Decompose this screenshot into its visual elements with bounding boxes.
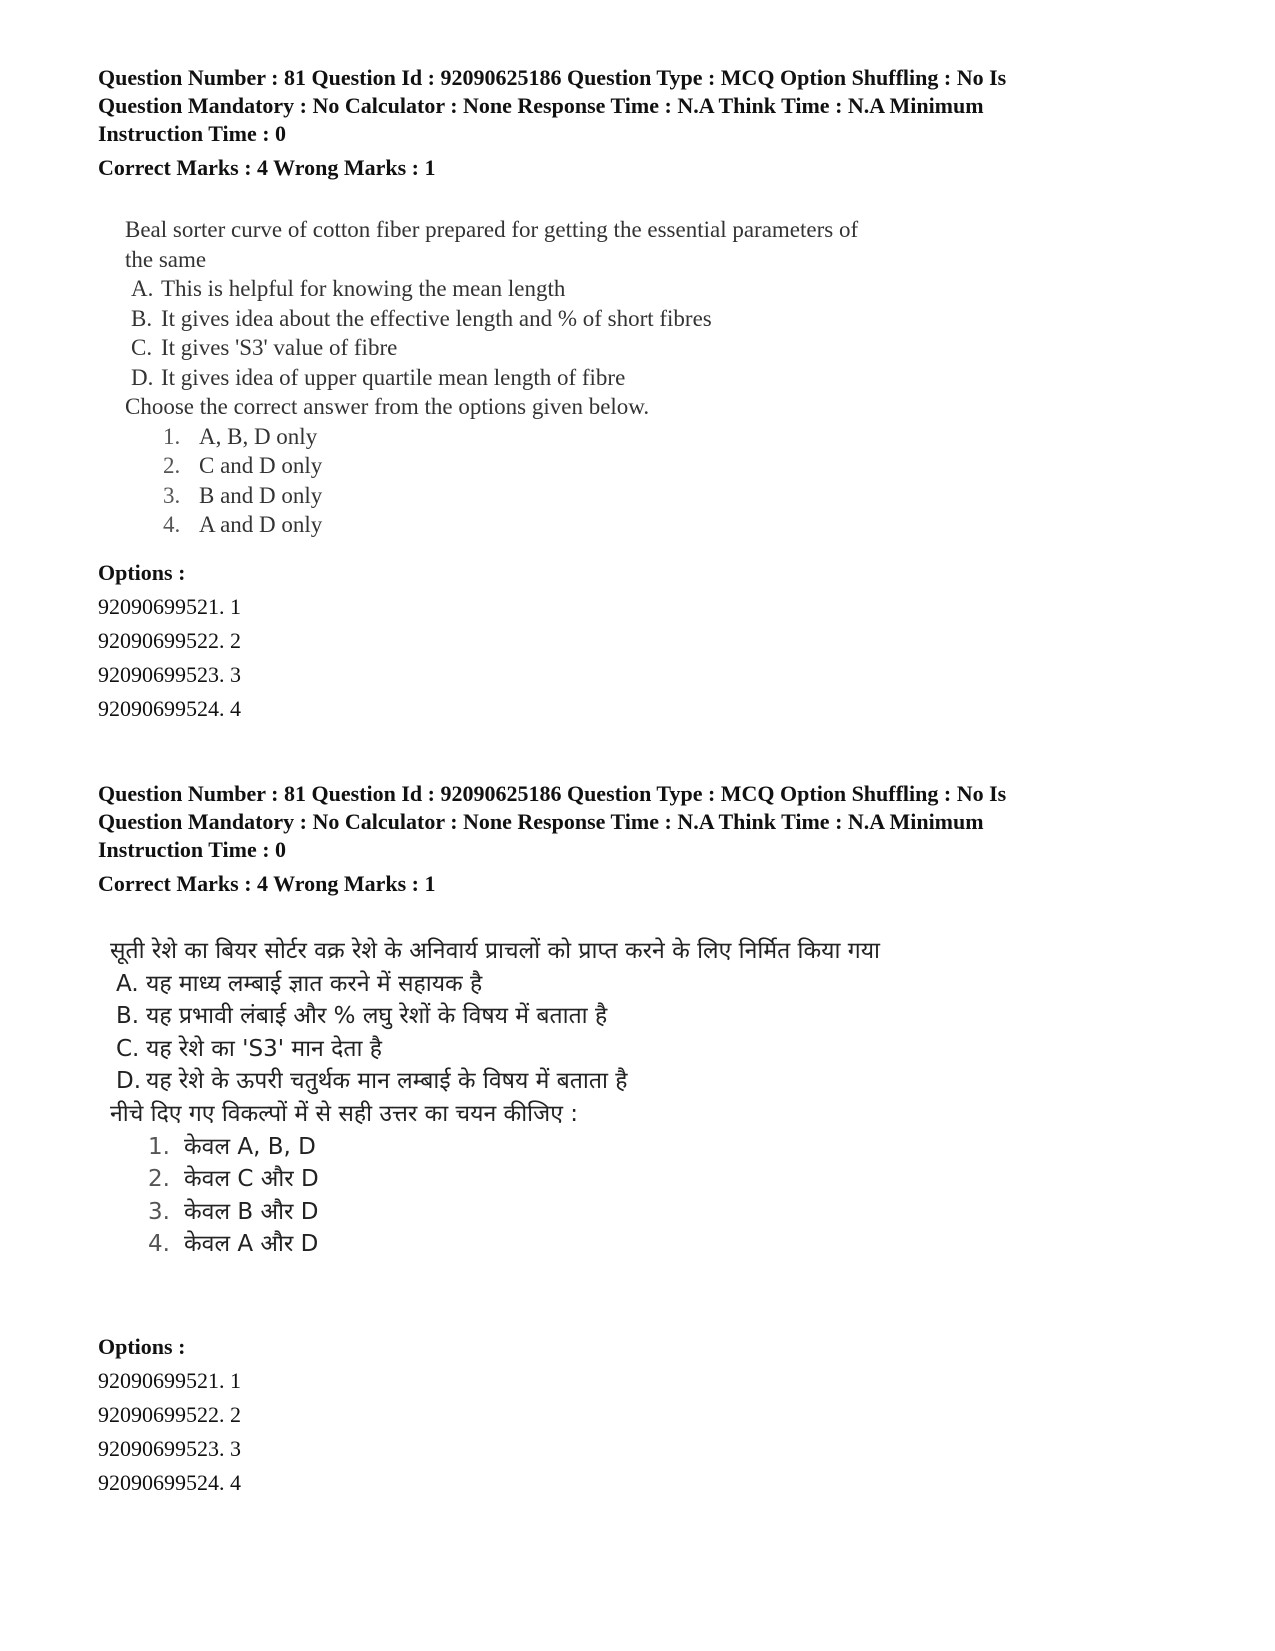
options-title: Options : [98,560,186,585]
question-stem: Beal sorter curve of cotton fiber prepared for getting the essential parameters of the same [125,217,859,272]
options-list-1 [98,559,1198,723]
statement-b: B. यह प्रभावी लंबाई और % लघु रेशों के विषय में बताता है [116,1003,608,1030]
answer-choice-1: 1. A, B, D only [163,423,318,449]
question-meta-line: Instruction Time : 0 [98,121,287,146]
marks-line: Correct Marks : 4 Wrong Marks : 1 [98,155,436,180]
answer-choice-1: 1. केवल A, B, D [148,1133,316,1160]
option-item: 92090699521. 1 [98,594,241,619]
statement-b: B. It gives idea about the effective length and % of short fibres [131,305,712,331]
question-meta-line: Question Number : 81 Question Id : 92090625186 Question Type : MCQ Option Shuffling : No Is [98,65,1007,90]
option-item: 92090699522. 2 [98,628,241,653]
question-stem: सूती रेशे का बियर सोर्टर वक्र रेशे के अनिवार्य प्राचलों को प्राप्त करने के लिए निर्मित किया गया [110,938,880,964]
statement-c: C. It gives 'S3' value of fibre [131,335,398,360]
statement-d: D. It gives idea of upper quartile mean length of fibre [131,364,626,390]
statement-c: C. यह रेशे का 'S3' मान देता है [116,1035,382,1062]
answer-choice-2: 2. C and D only [163,453,323,478]
question-image-hindi [110,935,940,1261]
choose-instruction: नीचे दिए गए विकल्पों में से सही उत्तर का चयन कीजिए : [110,1100,578,1127]
statement-d: D. यह रेशे के ऊपरी चतुर्थक मान लम्बाई के विषय में बताता है [116,1068,628,1095]
answer-choice-3: 3. केवल B और D [148,1198,319,1225]
marks-line: Correct Marks : 4 Wrong Marks : 1 [98,871,436,896]
answer-choice-3: 3. B and D only [163,482,323,508]
option-item: 92090699521. 1 [98,1368,241,1393]
answer-choice-4: 4. केवल A और D [148,1231,319,1258]
statement-a: A. यह माध्य लम्बाई ज्ञात करने में सहायक है [116,970,483,997]
question-header-2 [98,780,1198,898]
question-header-1 [98,64,1198,182]
question-meta-line: Question Number : 81 Question Id : 92090625186 Question Type : MCQ Option Shuffling : No Is [98,781,1007,806]
option-item: 92090699523. 3 [98,1436,241,1461]
option-item: 92090699524. 4 [98,696,241,721]
choose-instruction: Choose the correct answer from the options given below. [125,394,650,419]
question-image-english [125,215,885,540]
option-item: 92090699522. 2 [98,1402,241,1427]
statement-a: A. This is helpful for knowing the mean length [131,276,566,301]
option-item: 92090699524. 4 [98,1470,241,1495]
options-title: Options : [98,1334,186,1359]
question-meta-line: Question Mandatory : No Calculator : None Response Time : N.A Think Time : N.A Minimum [98,93,984,118]
option-item: 92090699523. 3 [98,662,241,687]
question-meta-line: Question Mandatory : No Calculator : None Response Time : N.A Think Time : N.A Minimum [98,809,984,834]
question-meta-line: Instruction Time : 0 [98,837,287,862]
answer-choice-2: 2. केवल C और D [148,1166,319,1193]
answer-choice-4: 4. A and D only [163,512,323,537]
options-list-2 [98,1333,1198,1497]
